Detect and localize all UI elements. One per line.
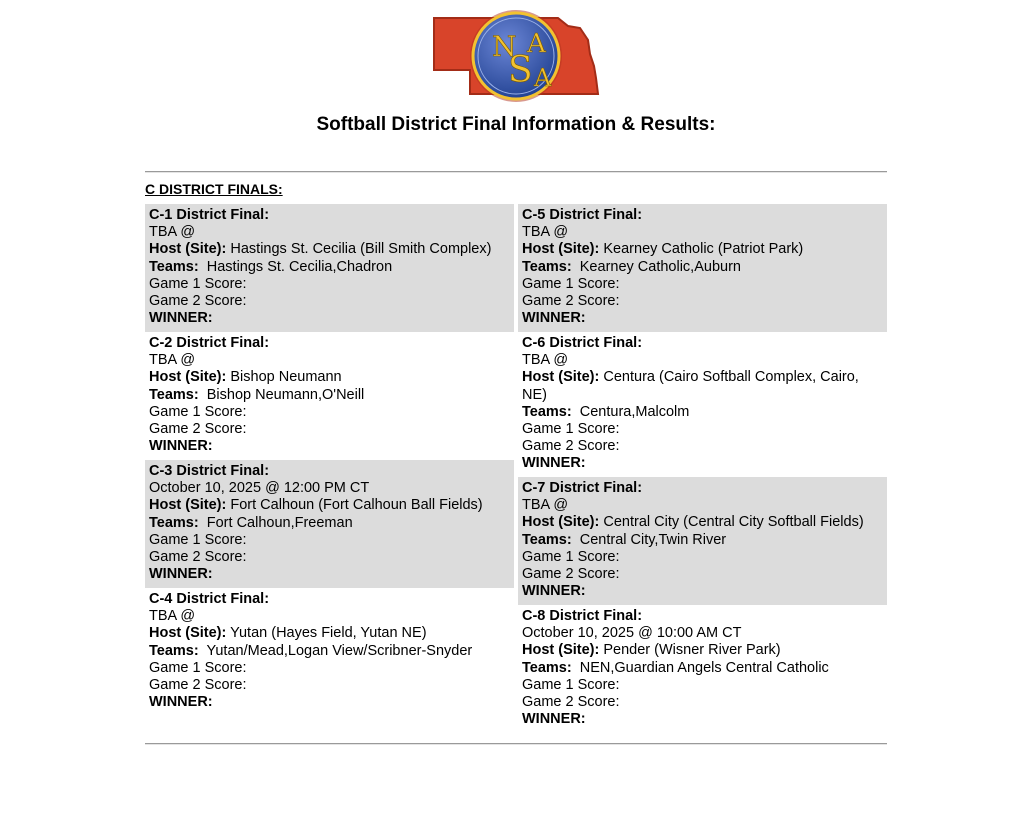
host-value: Bishop Neumann: [230, 369, 342, 386]
district-card-c4: [145, 588, 514, 716]
host-label: Host (Site):: [522, 642, 600, 659]
teams-value: Kearney Catholic,Auburn: [579, 258, 741, 275]
nsaa-logo: [430, 6, 602, 106]
host-value: Yutan (Hayes Field, Yutan NE): [230, 625, 427, 642]
teams-value: Fort Calhoun,Freeman: [206, 514, 353, 531]
district-date: TBA @: [149, 352, 196, 369]
teams-value: Central City,Twin River: [579, 531, 727, 548]
bottom-divider: [145, 743, 887, 745]
host-value: Hastings St. Cecilia (Bill Smith Complex): [230, 241, 492, 258]
host-label: Host (Site):: [522, 241, 600, 258]
district-title: C-8 District Final:: [522, 608, 643, 624]
winner-label: WINNER:: [522, 711, 586, 728]
district-date: October 10, 2025 @ 12:00 PM CT: [149, 480, 370, 497]
district-date: TBA @: [522, 497, 569, 514]
game2-score: Game 2 Score:: [149, 421, 247, 438]
game1-score: Game 1 Score:: [149, 403, 247, 420]
svg-text:A: A: [534, 64, 552, 92]
host-label: Host (Site):: [522, 369, 600, 386]
teams-label: Teams:: [149, 258, 199, 275]
host-label: Host (Site):: [149, 241, 227, 258]
teams-value: Hastings St. Cecilia,Chadron: [206, 258, 393, 275]
host-label: Host (Site):: [149, 625, 227, 642]
svg-text:N: N: [492, 30, 517, 63]
game1-score: Game 1 Score:: [149, 531, 247, 548]
winner-label: WINNER:: [149, 438, 213, 455]
winner-label: WINNER:: [522, 310, 586, 327]
host-value: Centura (Cairo Softball Complex, Cairo, NE): [522, 369, 859, 403]
game1-score: Game 1 Score:: [522, 548, 620, 565]
host-label: Host (Site):: [149, 369, 227, 386]
district-date: TBA @: [522, 224, 569, 241]
host-value: Fort Calhoun (Fort Calhoun Ball Fields): [230, 497, 483, 514]
svg-text:S: S: [508, 50, 533, 91]
teams-value: Centura,Malcolm: [579, 403, 690, 420]
district-title: C-5 District Final:: [522, 207, 643, 223]
section-heading: C DISTRICT FINALS:: [145, 181, 283, 197]
district-title: C-7 District Final:: [522, 480, 643, 496]
teams-label: Teams:: [149, 642, 199, 659]
winner-label: WINNER:: [149, 310, 213, 327]
host-value: Central City (Central City Softball Fields): [603, 514, 864, 531]
svg-text:A: A: [527, 29, 546, 59]
teams-value: NEN,Guardian Angels Central Catholic: [579, 659, 829, 676]
game1-score: Game 1 Score:: [149, 659, 247, 676]
host-label: Host (Site):: [522, 514, 600, 531]
district-title: C-4 District Final:: [149, 591, 270, 607]
district-card-c6: [518, 332, 887, 477]
winner-label: WINNER:: [522, 583, 586, 600]
teams-label: Teams:: [149, 386, 199, 403]
district-title: C-3 District Final:: [149, 463, 270, 479]
teams-label: Teams:: [522, 258, 572, 275]
top-divider: [145, 171, 887, 173]
game2-score: Game 2 Score:: [149, 549, 247, 566]
host-value: Pender (Wisner River Park): [603, 642, 781, 659]
district-date: TBA @: [522, 352, 569, 369]
winner-label: WINNER:: [522, 455, 586, 472]
game2-score: Game 2 Score:: [149, 677, 247, 694]
district-date: October 10, 2025 @ 10:00 AM CT: [522, 625, 742, 642]
page-title: Softball District Final Information & Results:: [316, 114, 716, 135]
game2-score: Game 2 Score:: [522, 566, 620, 583]
teams-label: Teams:: [522, 659, 572, 676]
game1-score: Game 1 Score:: [149, 275, 247, 292]
teams-value: Bishop Neumann,O'Neill: [206, 386, 365, 403]
game1-score: Game 1 Score:: [522, 275, 620, 292]
teams-label: Teams:: [522, 531, 572, 548]
district-title: C-6 District Final:: [522, 335, 643, 351]
game2-score: Game 2 Score:: [149, 293, 247, 310]
winner-label: WINNER:: [149, 694, 213, 711]
teams-label: Teams:: [149, 514, 199, 531]
district-title: C-2 District Final:: [149, 335, 270, 351]
winner-label: WINNER:: [149, 566, 213, 583]
district-date: TBA @: [149, 608, 196, 625]
game2-score: Game 2 Score:: [522, 438, 620, 455]
game1-score: Game 1 Score:: [522, 676, 620, 693]
teams-value: Yutan/Mead,Logan View/Scribner-Snyder: [206, 642, 473, 659]
district-card-c8: [518, 605, 887, 733]
left-column: [145, 204, 514, 716]
game2-score: Game 2 Score:: [522, 293, 620, 310]
district-title: C-1 District Final:: [149, 207, 270, 223]
district-card-c3: [145, 460, 514, 588]
district-card-c1: [145, 204, 514, 332]
district-card-c2: [145, 332, 514, 460]
host-value: Kearney Catholic (Patriot Park): [603, 241, 804, 258]
game1-score: Game 1 Score:: [522, 421, 620, 438]
teams-label: Teams:: [522, 403, 572, 420]
district-card-c7: [518, 477, 887, 605]
right-column: [518, 204, 887, 733]
game2-score: Game 2 Score:: [522, 694, 620, 711]
district-date: TBA @: [149, 224, 196, 241]
district-card-c5: [518, 204, 887, 332]
host-label: Host (Site):: [149, 497, 227, 514]
